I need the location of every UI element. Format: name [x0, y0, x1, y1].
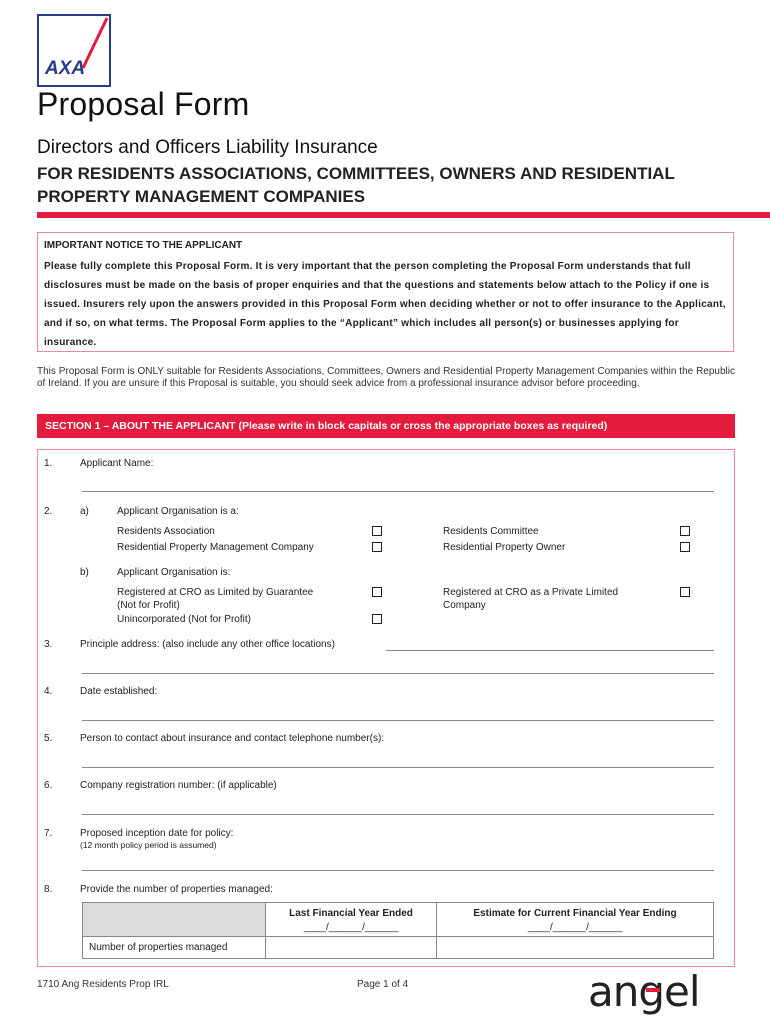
page-subtitle: Directors and Officers Liability Insurance: [37, 137, 378, 158]
angel-logo: [588, 968, 738, 1018]
q6-number: 6.: [44, 780, 53, 791]
q1-number: 1.: [44, 458, 53, 469]
properties-last-year-input[interactable]: [266, 937, 437, 959]
q4-number: 4.: [44, 686, 53, 697]
date-established-field[interactable]: [82, 720, 714, 721]
option-cro-private-limited: Registered at CRO as a Private Limited: [443, 587, 619, 598]
properties-table: [82, 902, 714, 959]
page-subtitle-caps: FOR RESIDENTS ASSOCIATIONS, COMMITTEES, OWNERS AND RESIDENTIAL PROPERTY MANAGEMENT COMPANIES: [37, 164, 675, 206]
q6-label: Company registration number: (if applicable): [80, 780, 277, 791]
q7-number: 7.: [44, 828, 53, 839]
option-residential-property-management-company: Residential Property Management Company: [117, 542, 314, 553]
checkbox-cro-private-limited[interactable]: [680, 587, 690, 597]
principal-address-field[interactable]: [386, 650, 714, 651]
q2a-label: Applicant Organisation is a:: [117, 506, 239, 517]
q7-note: (12 month policy period is assumed): [80, 840, 217, 850]
axa-logo-graphic: [39, 16, 109, 85]
option-cro-limited-by-guarantee: Registered at CRO as Limited by Guarantee: [117, 587, 314, 598]
option-cro-limited-by-guarantee-sub: (Not for Profit): [117, 600, 180, 611]
q7-label: Proposed inception date for policy:: [80, 828, 234, 839]
option-residential-property-owner: Residential Property Owner: [443, 542, 566, 553]
notice-body: Please fully complete this Proposal Form. It is very important that the person completing the Proposal Form understands that full disclosures must be made on the basis of proper enquiries and that the questions and statements below attach to the Policy if one is issued. Insurers rely upon the answers provided in this Proposal Form when deciding whether or not to offer insurance to the Applicant, and if so, on what terms. The Proposal Form applies to the “Applicant” which includes all person(s) or businesses applying for insurance.: [44, 261, 726, 348]
q2-number: 2.: [44, 506, 53, 517]
properties-row-label: Number of properties managed: [83, 937, 266, 959]
header-divider: [37, 212, 770, 218]
q3-label: Principle address: (also include any other office locations): [80, 639, 335, 650]
properties-col-current-year: [437, 903, 714, 937]
q8-label: Provide the number of properties managed:: [80, 884, 273, 895]
properties-table-corner: [83, 903, 266, 937]
important-notice: [37, 232, 734, 352]
option-cro-private-limited-sub: Company: [443, 600, 486, 611]
checkbox-residents-association[interactable]: [372, 526, 382, 536]
current-year-header: Estimate for Current Financial Year Ending: [473, 908, 677, 919]
q2b-letter: b): [80, 567, 89, 578]
checkbox-residents-committee[interactable]: [680, 526, 690, 536]
angel-logo-text: angel: [588, 968, 700, 1016]
inception-date-field[interactable]: [82, 870, 714, 871]
checkbox-residential-property-owner[interactable]: [680, 542, 690, 552]
q2a-letter: a): [80, 506, 89, 517]
checkbox-cro-limited-by-guarantee[interactable]: [372, 587, 382, 597]
last-year-header: Last Financial Year Ended: [289, 908, 413, 919]
contact-person-field[interactable]: [82, 767, 714, 768]
section-1-header: SECTION 1 – ABOUT THE APPLICANT (Please write in block capitals or cross the appropriate boxes as required): [37, 414, 735, 438]
checkbox-residential-property-management-company[interactable]: [372, 542, 382, 552]
angel-logo-graphic: [588, 968, 738, 1018]
intro-text: This Proposal Form is ONLY suitable for Residents Associations, Committees, Owners and Residential Property Management Companies within the Republic of Ireland. If you are unsure if this Proposal is suitable, you should seek advice from a professional insurance advisor before proceeding.: [37, 366, 735, 389]
checkbox-unincorporated[interactable]: [372, 614, 382, 624]
notice-heading: IMPORTANT NOTICE TO THE APPLICANT: [44, 240, 243, 251]
option-unincorporated: Unincorporated (Not for Profit): [117, 614, 251, 625]
axa-logo: [37, 14, 111, 87]
option-residents-association: Residents Association: [117, 526, 215, 537]
page-title: Proposal Form: [37, 86, 250, 122]
footer-code: 1710 Ang Residents Prop IRL: [37, 979, 169, 990]
current-year-date-field[interactable]: ____/______/______: [527, 922, 623, 933]
properties-col-last-year: [266, 903, 437, 937]
q5-label: Person to contact about insurance and contact telephone number(s):: [80, 733, 385, 744]
q1-label: Applicant Name:: [80, 458, 154, 469]
option-residents-committee: Residents Committee: [443, 526, 539, 537]
q2b-label: Applicant Organisation is:: [117, 567, 231, 578]
properties-current-year-input[interactable]: [437, 937, 714, 959]
footer-page-number: Page 1 of 4: [357, 979, 409, 990]
last-year-date-field[interactable]: ____/______/______: [303, 922, 399, 933]
axa-logo-text: AXA: [45, 58, 86, 79]
q5-number: 5.: [44, 733, 53, 744]
q4-label: Date established:: [80, 686, 158, 697]
q3-number: 3.: [44, 639, 53, 650]
q8-number: 8.: [44, 884, 53, 895]
applicant-name-field[interactable]: [82, 491, 714, 492]
company-registration-field[interactable]: [82, 814, 714, 815]
principal-address-field-2[interactable]: [82, 673, 714, 674]
